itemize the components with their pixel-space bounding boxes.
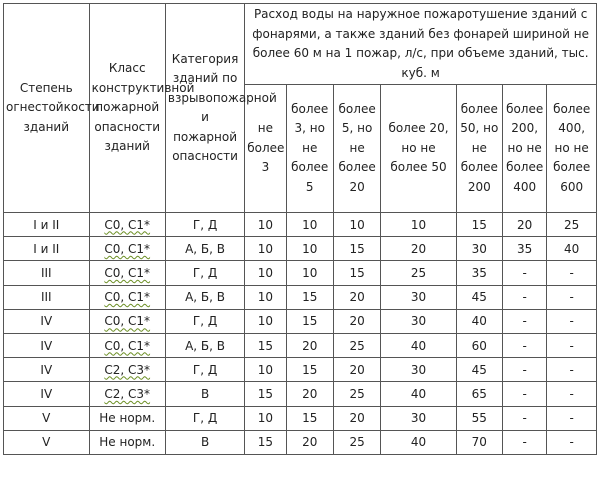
category-cell — [165, 261, 244, 285]
water-flow-cell-text: 35 — [517, 241, 533, 256]
degree-cell — [4, 382, 90, 406]
construction-class-cell-text: Не норм. — [99, 435, 156, 450]
header-fire-resistance: Степень огнестойкости зданий — [4, 4, 90, 213]
water-flow-cell — [547, 358, 597, 382]
water-flow-cell — [333, 285, 380, 309]
category-cell-text: Г, Д — [192, 411, 218, 426]
construction-class-cell-text: С0, С1* — [104, 241, 151, 256]
water-flow-cell — [245, 358, 286, 382]
degree-cell-text: IV — [40, 338, 53, 353]
water-flow-cell-text: 10 — [257, 290, 274, 305]
water-flow-cell — [333, 213, 380, 237]
construction-class-cell — [89, 309, 165, 333]
category-cell — [165, 406, 244, 430]
water-flow-cell-text: 10 — [302, 265, 318, 280]
water-flow-cell-text: 15 — [257, 386, 274, 401]
water-flow-cell — [286, 261, 333, 285]
water-flow-cell — [245, 333, 286, 357]
degree-cell-text: IV — [40, 362, 53, 377]
degree-cell — [4, 213, 90, 237]
degree-cell — [4, 261, 90, 285]
degree-cell — [4, 285, 90, 309]
construction-class-cell-text: С0, С1* — [104, 290, 151, 305]
water-flow-cell-text: - — [522, 290, 527, 305]
construction-class-cell-text: С0, С1* — [104, 314, 151, 329]
header-volume-3: более 5, но не более 20 — [333, 85, 380, 213]
category-cell-text: Г, Д — [192, 265, 218, 280]
water-flow-cell — [286, 358, 333, 382]
table-row — [4, 333, 597, 357]
degree-cell — [4, 406, 90, 430]
water-flow-cell-text: 10 — [257, 362, 274, 377]
table-row — [4, 358, 597, 382]
water-flow-cell — [456, 382, 502, 406]
water-flow-cell — [503, 406, 547, 430]
water-flow-cell-text: 10 — [349, 217, 365, 232]
water-flow-cell — [381, 406, 456, 430]
water-flow-cell-text: 10 — [257, 265, 274, 280]
water-flow-cell — [286, 213, 333, 237]
water-flow-cell-text: 15 — [302, 362, 318, 377]
header-category: Категория зданий по взрывопожарной и пожарной опасности — [165, 4, 244, 213]
water-flow-cell — [547, 309, 597, 333]
category-cell-text: А, Б, В — [185, 290, 226, 305]
water-flow-cell-text: 10 — [302, 241, 318, 256]
water-flow-cell — [333, 430, 380, 454]
degree-cell-text: III — [40, 265, 52, 280]
water-flow-cell — [456, 430, 502, 454]
water-flow-cell-text: 25 — [349, 386, 365, 401]
water-flow-cell — [503, 261, 547, 285]
water-flow-cell — [245, 213, 286, 237]
degree-cell-text: III — [40, 290, 52, 305]
water-flow-cell — [503, 430, 547, 454]
header-water-flow: Расход воды на наружное пожаротушение зданий с фонарями, а также зданий без фонарей шириной не более 60 м на 1 пожар, л/с, при объеме зданий, тыс. куб. м — [245, 4, 597, 85]
water-flow-cell-text: 55 — [471, 411, 487, 426]
water-flow-cell-text: - — [522, 386, 527, 401]
table-row — [4, 213, 597, 237]
category-cell-text: Г, Д — [192, 362, 218, 377]
water-flow-cell — [333, 382, 380, 406]
water-flow-cell-text: 45 — [471, 290, 487, 305]
water-flow-cell — [456, 358, 502, 382]
construction-class-cell — [89, 382, 165, 406]
category-cell-text: Г, Д — [192, 217, 218, 232]
degree-cell — [4, 358, 90, 382]
header-volume-6: более 200, но не более 400 — [503, 85, 547, 213]
water-flow-cell-text: - — [569, 314, 574, 329]
water-flow-cell — [381, 237, 456, 261]
category-cell — [165, 309, 244, 333]
water-flow-cell — [245, 285, 286, 309]
water-flow-cell-text: 30 — [410, 314, 427, 329]
water-flow-cell-text: 10 — [302, 217, 318, 232]
water-flow-cell — [456, 213, 502, 237]
water-flow-cell — [245, 406, 286, 430]
degree-cell-text: IV — [40, 314, 53, 329]
water-flow-cell-text: 20 — [349, 362, 365, 377]
water-flow-cell-text: - — [569, 338, 574, 353]
water-flow-cell — [456, 309, 502, 333]
water-flow-cell — [547, 261, 597, 285]
construction-class-cell — [89, 237, 165, 261]
water-flow-cell — [456, 237, 502, 261]
header-volume-5: более 50, но не более 200 — [456, 85, 502, 213]
water-flow-cell — [456, 285, 502, 309]
construction-class-cell — [89, 333, 165, 357]
category-cell-text: В — [200, 435, 210, 450]
water-flow-cell-text: - — [522, 338, 527, 353]
water-flow-cell-text: 20 — [302, 338, 318, 353]
category-cell — [165, 382, 244, 406]
construction-class-cell — [89, 261, 165, 285]
table-row — [4, 406, 597, 430]
water-flow-cell-text: 15 — [302, 290, 318, 305]
water-flow-cell — [547, 213, 597, 237]
water-flow-cell-text: 15 — [349, 265, 365, 280]
water-flow-cell — [245, 430, 286, 454]
category-cell-text: В — [200, 386, 210, 401]
water-flow-cell — [286, 237, 333, 261]
water-flow-cell — [547, 285, 597, 309]
water-flow-cell — [547, 382, 597, 406]
category-cell — [165, 285, 244, 309]
category-cell-text: А, Б, В — [185, 338, 226, 353]
water-flow-cell-text: 25 — [564, 217, 580, 232]
water-flow-cell-text: 25 — [349, 435, 365, 450]
header-volume-7: более 400, но не более 600 — [547, 85, 597, 213]
water-flow-cell-text: - — [522, 362, 527, 377]
water-flow-cell — [503, 358, 547, 382]
water-flow-cell — [286, 309, 333, 333]
construction-class-cell — [89, 430, 165, 454]
water-flow-cell-text: 60 — [471, 338, 487, 353]
water-flow-cell — [547, 406, 597, 430]
water-flow-cell — [381, 358, 456, 382]
water-flow-cell-text: - — [569, 362, 574, 377]
table-row — [4, 430, 597, 454]
table-row — [4, 261, 597, 285]
water-flow-cell-text: - — [569, 386, 574, 401]
water-flow-cell — [503, 285, 547, 309]
water-flow-cell-text: 30 — [410, 411, 427, 426]
water-flow-cell-text: 30 — [410, 362, 427, 377]
water-flow-cell — [381, 285, 456, 309]
water-flow-cell — [456, 406, 502, 430]
table-row — [4, 309, 597, 333]
water-flow-cell — [503, 309, 547, 333]
water-flow-cell — [547, 333, 597, 357]
water-flow-cell — [381, 261, 456, 285]
construction-class-cell-text: С2, С3* — [104, 386, 151, 401]
category-cell — [165, 430, 244, 454]
water-flow-cell — [333, 358, 380, 382]
header-volume-1: не более 3 — [245, 85, 286, 213]
water-flow-cell — [381, 309, 456, 333]
water-flow-cell-text: 35 — [471, 265, 487, 280]
construction-class-cell — [89, 213, 165, 237]
degree-cell-text: IV — [40, 386, 53, 401]
water-flow-cell-text: 40 — [564, 241, 580, 256]
water-flow-cell — [547, 237, 597, 261]
degree-cell — [4, 430, 90, 454]
water-flow-cell-text: - — [522, 314, 527, 329]
water-flow-cell-text: 20 — [349, 411, 365, 426]
water-flow-cell-text: 45 — [471, 362, 487, 377]
water-flow-cell — [333, 309, 380, 333]
water-flow-cell-text: 20 — [302, 386, 318, 401]
water-flow-cell-text: 30 — [410, 290, 427, 305]
water-flow-cell-text: 25 — [349, 338, 365, 353]
category-cell-text: Г, Д — [192, 314, 218, 329]
category-cell — [165, 237, 244, 261]
water-flow-cell-text: 40 — [410, 386, 427, 401]
water-flow-cell — [381, 333, 456, 357]
header-volume-2: более 3, но не более 5 — [286, 85, 333, 213]
header-volume-4: более 20, но не более 50 — [381, 85, 456, 213]
water-flow-cell-text: 10 — [257, 314, 274, 329]
water-flow-cell — [333, 237, 380, 261]
water-flow-cell — [245, 309, 286, 333]
table-body — [4, 213, 597, 455]
water-flow-cell-text: 10 — [257, 217, 274, 232]
water-flow-cell — [381, 213, 456, 237]
water-flow-cell — [245, 237, 286, 261]
water-flow-cell-text: 25 — [410, 265, 427, 280]
water-flow-cell — [286, 382, 333, 406]
table-row — [4, 285, 597, 309]
construction-class-cell-text: С0, С1* — [104, 265, 151, 280]
water-flow-cell-text: - — [569, 411, 574, 426]
water-flow-cell-text: 15 — [302, 411, 318, 426]
construction-class-cell-text: С0, С1* — [104, 217, 151, 232]
water-flow-cell — [333, 406, 380, 430]
water-flow-cell-text: 15 — [302, 314, 318, 329]
water-flow-cell — [286, 285, 333, 309]
water-flow-cell — [503, 382, 547, 406]
water-flow-cell-text: 15 — [471, 217, 487, 232]
degree-cell-text: V — [42, 411, 51, 426]
water-flow-cell-text: 15 — [257, 338, 274, 353]
water-flow-cell-text: 20 — [517, 217, 533, 232]
construction-class-cell-text: С2, С3* — [104, 362, 151, 377]
header-construction-class: Класс конструктивной пожарной опасности зданий — [89, 4, 165, 213]
water-flow-cell — [547, 430, 597, 454]
water-flow-cell — [503, 213, 547, 237]
water-flow-cell-text: 40 — [410, 435, 427, 450]
water-flow-cell-text: 40 — [471, 314, 487, 329]
water-flow-cell-text: - — [569, 265, 574, 280]
degree-cell-text: V — [42, 435, 51, 450]
water-flow-cell — [245, 261, 286, 285]
degree-cell-text: I и II — [33, 217, 60, 232]
degree-cell — [4, 309, 90, 333]
water-flow-cell-text: 70 — [471, 435, 487, 450]
construction-class-cell-text: Не норм. — [99, 411, 156, 426]
water-flow-cell — [333, 261, 380, 285]
construction-class-cell — [89, 358, 165, 382]
water-flow-cell-text: 20 — [349, 290, 365, 305]
water-flow-cell — [286, 333, 333, 357]
water-flow-cell-text: - — [522, 411, 527, 426]
water-flow-cell — [286, 430, 333, 454]
water-flow-cell — [503, 333, 547, 357]
water-flow-cell-text: 15 — [349, 241, 365, 256]
water-flow-cell-text: 15 — [257, 435, 274, 450]
degree-cell-text: I и II — [33, 241, 60, 256]
construction-class-cell-text: С0, С1* — [104, 338, 151, 353]
category-cell-text: А, Б, В — [185, 241, 226, 256]
water-flow-cell-text: 40 — [410, 338, 427, 353]
water-flow-cell-text: - — [569, 435, 574, 450]
water-flow-cell-text: - — [569, 290, 574, 305]
water-flow-cell — [333, 333, 380, 357]
category-cell — [165, 358, 244, 382]
water-flow-cell-text: 20 — [349, 314, 365, 329]
category-cell — [165, 333, 244, 357]
water-flow-cell-text: 10 — [257, 241, 274, 256]
water-flow-cell — [381, 430, 456, 454]
water-flow-cell-text: 10 — [410, 217, 427, 232]
water-flow-cell — [381, 382, 456, 406]
table-row — [4, 237, 597, 261]
construction-class-cell — [89, 406, 165, 430]
water-flow-cell-text: 65 — [471, 386, 487, 401]
water-flow-cell-text: 20 — [302, 435, 318, 450]
degree-cell — [4, 237, 90, 261]
water-flow-cell-text: - — [522, 435, 527, 450]
water-flow-cell — [456, 261, 502, 285]
water-flow-cell — [286, 406, 333, 430]
water-flow-cell-text: - — [522, 265, 527, 280]
water-flow-cell-text: 10 — [257, 411, 274, 426]
category-cell — [165, 213, 244, 237]
water-flow-cell — [245, 382, 286, 406]
degree-cell — [4, 333, 90, 357]
water-flow-cell — [503, 237, 547, 261]
water-flow-cell — [456, 333, 502, 357]
water-flow-cell-text: 20 — [410, 241, 427, 256]
construction-class-cell — [89, 285, 165, 309]
table-row — [4, 382, 597, 406]
fire-water-table — [3, 3, 597, 455]
water-flow-cell-text: 30 — [471, 241, 487, 256]
